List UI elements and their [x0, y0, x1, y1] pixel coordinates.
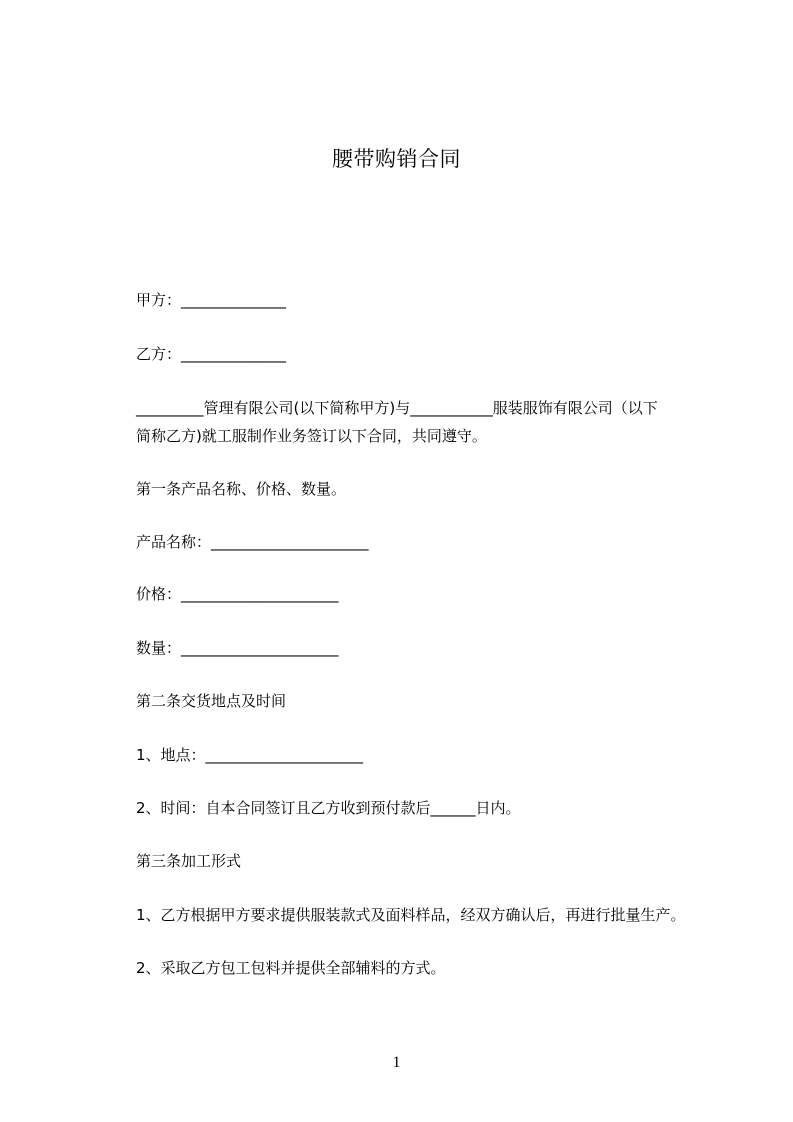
- document-title: 腰带购销合同: [332, 147, 461, 171]
- process-line-2: 2、采取乙方包工包料并提供全部辅料的方式。: [136, 959, 446, 977]
- party-a-line: 甲方：______________: [136, 291, 287, 309]
- article-2-heading: 第二条交货地点及时间: [136, 692, 287, 710]
- article-3-heading: 第三条加工形式: [136, 852, 242, 870]
- quantity-line: 数量：_____________________: [136, 639, 339, 657]
- intro-line-2: 简称乙方)就工服制作业务签订以下合同，共同遵守。: [136, 427, 487, 445]
- article-1-heading: 第一条产品名称、价格、数量。: [136, 480, 347, 498]
- process-line-1: 1、乙方根据甲方要求提供服装款式及面料样品，经双方确认后，再进行批量生产。: [136, 906, 686, 924]
- intro-line-1: _________管理有限公司(以下简称甲方)与___________服装服饰有限公司（以下: [136, 399, 658, 417]
- location-line: 1、地点：_____________________: [136, 746, 364, 764]
- price-line: 价格：_____________________: [136, 585, 339, 603]
- party-b-line: 乙方：______________: [136, 345, 287, 363]
- product-name-line: 产品名称：_____________________: [136, 533, 369, 551]
- page-number: 1: [392, 1054, 401, 1071]
- time-line: 2、时间：自本合同签订且乙方收到预付款后______日内。: [136, 799, 521, 817]
